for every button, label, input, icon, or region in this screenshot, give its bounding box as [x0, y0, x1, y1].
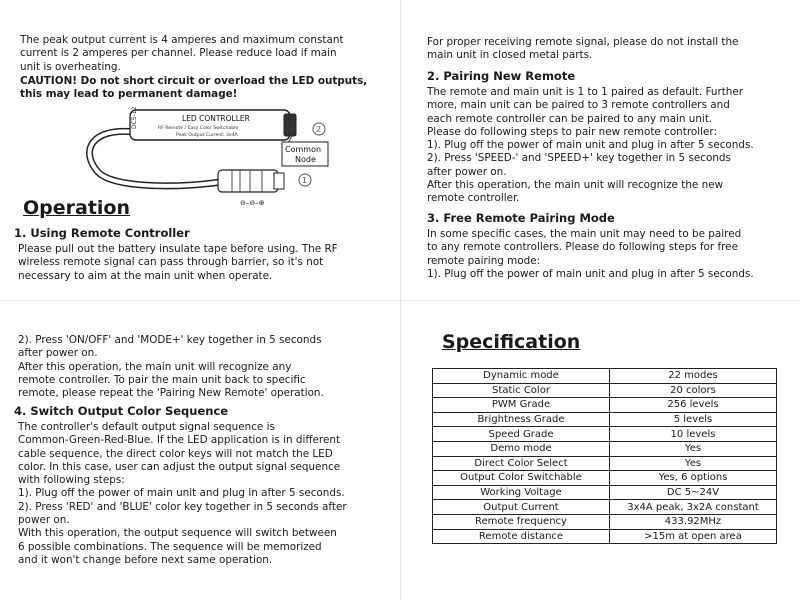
spec-key: Output Current — [433, 500, 610, 515]
device-subtitle: RF Remote / Easy Color Switchable — [158, 126, 239, 131]
table-row — [433, 383, 777, 398]
polarity-symbols: ⊖–⊖–⊕ — [240, 199, 265, 207]
spec-key: Remote distance — [433, 529, 610, 544]
section-1-title: 1. Using Remote Controller — [14, 226, 190, 240]
spec-key: Dynamic mode — [433, 369, 610, 384]
spec-key: Brightness Grade — [433, 412, 610, 427]
page-fold-horizontal — [0, 300, 800, 301]
spec-value: 22 modes — [610, 369, 777, 384]
specification-heading: Specification — [442, 331, 581, 353]
section-1-text: Please pull out the battery insulate tape before using. The RF wireless remote signal can pass through barrier, so it's not necessary to aim at the main unit when operate. — [18, 243, 338, 282]
spec-value: DC 5~24V — [610, 485, 777, 500]
operation-heading: Operation — [23, 197, 131, 219]
spec-key: Output Color Switchable — [433, 471, 610, 486]
spec-value: 3x4A peak, 3x2A constant — [610, 500, 777, 515]
section-2-title: 2. Pairing New Remote — [427, 69, 576, 83]
common-node-label-1: Common — [285, 145, 322, 154]
spec-key: Demo mode — [433, 441, 610, 456]
spec-key: PWM Grade — [433, 398, 610, 413]
table-row — [433, 369, 777, 384]
intro-paragraph: The peak output current is 4 amperes and maximum constant current is 2 amperes per channel. Please reduce load if main unit is overheating. — [20, 34, 344, 73]
spec-value: Yes, 6 options — [610, 471, 777, 486]
table-row — [433, 427, 777, 442]
section-3-title: 3. Free Remote Pairing Mode — [427, 211, 615, 225]
spec-value: 256 levels — [610, 398, 777, 413]
device-title: LED CONTROLLER — [182, 114, 250, 123]
spec-key: Static Color — [433, 383, 610, 398]
table-row — [433, 485, 777, 500]
spec-key: Working Voltage — [433, 485, 610, 500]
section-4-title: 4. Switch Output Color Sequence — [14, 404, 229, 418]
table-row — [433, 456, 777, 471]
spec-value: 20 colors — [610, 383, 777, 398]
spec-key: Remote frequency — [433, 514, 610, 529]
table-row — [433, 412, 777, 427]
spec-value: Yes — [610, 456, 777, 471]
pairing-continued-text: 2). Press 'ON/OFF' and 'MODE+' key together in 5 seconds after power on. After this operation, the main unit will recognize any remote controller. To pair the main unit back to specific remote, please repeat the 'Pairing New Remote' operation. — [18, 334, 324, 400]
spec-key: Speed Grade — [433, 427, 610, 442]
caution-warning: CAUTION! Do not short circuit or overload the LED outputs, this may lead to permanent damage! — [20, 75, 368, 101]
section-2-text: The remote and main unit is 1 to 1 paired as default. Further more, main unit can be paired to 3 remote controllers and each remote controller can be paired to any main unit. Please do following steps to pair new remote controller: 1). Plug off the power of main unit and plug in after 5 seconds. 2). Press 'SPEED-' and 'SPEED+' key together in 5 seconds after power on. After this operation, the main unit will recognize the new remote controller. — [427, 86, 754, 205]
table-row — [433, 441, 777, 456]
spec-value: >15m at open area — [610, 529, 777, 544]
install-note: For proper receiving remote signal, please do not install the main unit in closed metal parts. — [427, 36, 739, 62]
table-row — [433, 529, 777, 544]
table-row — [433, 514, 777, 529]
spec-value: 433.92MHz — [610, 514, 777, 529]
table-row — [433, 471, 777, 486]
spec-value: 5 levels — [610, 412, 777, 427]
voltage-side-label: DC5-12 — [131, 106, 138, 129]
spec-value: 10 levels — [610, 427, 777, 442]
device-current-label: Peak Output Current: 3x4A — [176, 133, 238, 138]
common-node-label-2: Node — [295, 155, 316, 164]
spec-key: Direct Color Select — [433, 456, 610, 471]
section-4-text: The controller's default output signal sequence is Common-Green-Red-Blue. If the LED application is in different cable sequence, the direct color keys will not match the LED color. In this case, user can adjust the output signal sequence with following steps: 1). Plug off the power of main unit and plug in after 5 seconds. 2). Press 'RED' and 'BLUE' color key together in 5 seconds after power on. With this operation, the output sequence will switch between 6 possible combinations. The sequence will be memorized and it won't change before next same operation. — [18, 421, 347, 566]
callout-2: 2 — [316, 125, 322, 134]
section-3-text: In some specific cases, the main unit may need to be paired to any remote controllers. Please do following steps for free remote pairing mode: 1). Plug off the power of main unit and plug in after 5 seconds. — [427, 228, 754, 280]
table-row — [433, 398, 777, 413]
table-row — [433, 500, 777, 515]
spec-value: Yes — [610, 441, 777, 456]
specification-table — [432, 368, 777, 544]
callout-1: 1 — [302, 176, 308, 185]
led-controller-illustration — [40, 92, 322, 210]
